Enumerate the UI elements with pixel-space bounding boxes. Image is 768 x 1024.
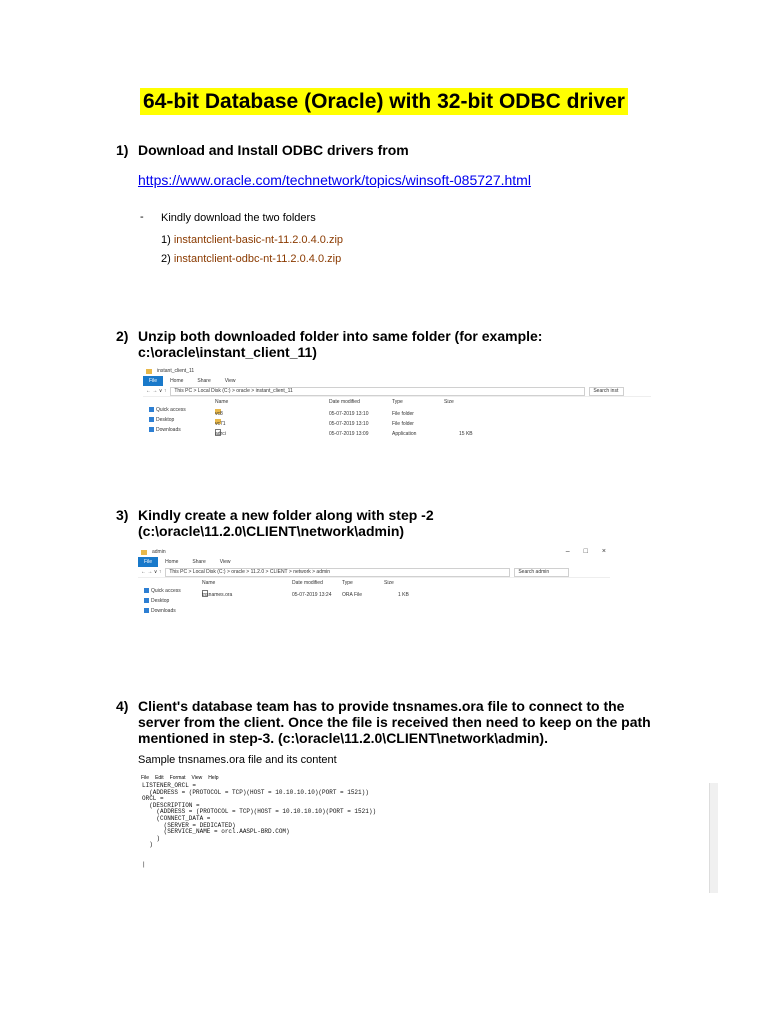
menu-format[interactable]: Format	[169, 774, 186, 781]
step4-heading	[138, 698, 651, 746]
download-icon	[144, 608, 149, 613]
close-icon[interactable]: ×	[601, 548, 606, 555]
explorer-address-row	[143, 386, 651, 397]
step2-heading	[138, 328, 542, 360]
step4-line2: server from the client. Once the file is received then need to keep on the path	[138, 714, 651, 730]
column-headers	[202, 578, 610, 588]
window-controls	[566, 548, 606, 555]
explorer-titlebar	[143, 366, 651, 376]
explorer-window-admin	[138, 547, 610, 619]
nav-pane	[138, 578, 202, 618]
notepad-text-area[interactable]: LISTENER_ORCL = (ADDRESS = (PROTOCOL = TCP)(HOST = 10.10.10.10)(PORT = 1521)) ORCL = (DESCRIPTION = (ADDRESS = (PROTOCOL = TCP)(HOST = 10.10.10.10)(PORT = 1521)) (CONNECT_DATA = (SERVER = DEDICATED) (SERVICE_NAME = orcl.AASPL-BRD.COM) ) ) |	[142, 782, 377, 869]
step1-heading: Download and Install ODBC drivers from	[138, 142, 409, 158]
explorer-ribbon	[138, 557, 610, 567]
table-row[interactable]: vc71 05-07-2019 13:10 File folder	[215, 421, 414, 427]
step2-line1: Unzip both downloaded folder into same folder (for example:	[138, 328, 543, 344]
zip-item-2-num: 2)	[161, 253, 171, 265]
address-bar[interactable]: This PC > Local Disk (C:) > oracle > 11.2.0 > CLIENT > network > admin	[165, 568, 510, 577]
col-date[interactable]: Date modified	[292, 580, 323, 586]
page-title-text: 64-bit Database (Oracle) with 32-bit ODBC driver	[140, 88, 628, 115]
star-icon	[149, 407, 154, 412]
file-list	[202, 578, 610, 618]
table-row[interactable]: tnsnames.ora 05-07-2019 13:24 ORA File 1 KB	[202, 592, 409, 598]
explorer-window-title: instant_client_11	[157, 368, 195, 374]
column-headers	[207, 397, 651, 407]
page-title	[0, 90, 768, 114]
ribbon-tab-home[interactable]: Home	[170, 378, 184, 384]
nav-arrows-icon[interactable]: ← → ∨ ↑	[146, 388, 167, 394]
nav-item-quick-access[interactable]: Quick access	[143, 405, 207, 415]
col-size[interactable]: Size	[444, 399, 454, 405]
col-type[interactable]: Type	[342, 580, 353, 586]
step2-line2: c:\oracle\instant_client_11)	[138, 344, 317, 360]
zip-item-1	[161, 234, 343, 246]
ribbon-tab-share[interactable]: Share	[192, 559, 206, 565]
menu-help[interactable]: Help	[208, 774, 219, 781]
odbc-download-link[interactable]: https://www.oracle.com/technetwork/topics/winsoft-085727.html	[138, 172, 531, 188]
star-icon	[144, 588, 149, 593]
step1-number: 1)	[116, 142, 129, 158]
ribbon-tab-view[interactable]: View	[219, 559, 231, 565]
step3-number: 3)	[116, 507, 129, 523]
desktop-icon	[149, 417, 154, 422]
nav-item-desktop[interactable]: Desktop	[138, 596, 202, 606]
minimize-icon[interactable]: –	[565, 548, 570, 555]
menu-view[interactable]: View	[191, 774, 203, 781]
ribbon-tab-home[interactable]: Home	[165, 559, 179, 565]
file-list	[207, 397, 651, 454]
folder-icon	[141, 550, 147, 555]
address-bar[interactable]: This PC > Local Disk (C:) > oracle > instant_client_11	[170, 387, 585, 396]
nav-item-downloads[interactable]: Downloads	[143, 425, 207, 435]
ribbon-tab-file[interactable]: File	[143, 376, 163, 386]
download-icon	[149, 427, 154, 432]
explorer-window-title: admin	[152, 549, 166, 555]
explorer-titlebar	[138, 547, 610, 557]
search-input[interactable]: Search admin	[514, 568, 569, 577]
step3-heading	[138, 507, 434, 539]
zip-item-1-name[interactable]: instantclient-basic-nt-11.2.0.4.0.zip	[173, 234, 344, 246]
col-type[interactable]: Type	[392, 399, 403, 405]
step4-line1: Client's database team has to provide tnsnames.ora file to connect to the	[138, 698, 625, 714]
maximize-icon[interactable]: □	[583, 548, 588, 555]
step4-line3: mentioned in step-3. (c:\oracle\11.2.0\CLIENT\network\admin).	[138, 730, 548, 746]
zip-item-2	[161, 253, 341, 265]
table-row[interactable]: adrci 05-07-2019 13:09 Application 15 KB	[215, 431, 473, 437]
nav-pane	[143, 397, 207, 454]
step4-number: 4)	[116, 698, 129, 714]
step3-line2: (c:\oracle\11.2.0\CLIENT\network\admin)	[138, 523, 405, 539]
explorer-window-instant-client	[143, 366, 651, 454]
sample-caption: Sample tnsnames.ora file and its content	[138, 754, 337, 766]
ribbon-tab-share[interactable]: Share	[197, 378, 211, 384]
col-size[interactable]: Size	[384, 580, 394, 586]
zip-item-1-num: 1)	[161, 234, 171, 246]
col-date[interactable]: Date modified	[329, 399, 360, 405]
bullet-text: Kindly download the two folders	[161, 212, 316, 224]
ribbon-tab-view[interactable]: View	[224, 378, 236, 384]
folder-icon	[146, 369, 152, 374]
desktop-icon	[144, 598, 149, 603]
notepad-window	[138, 773, 718, 893]
zip-item-2-name[interactable]: instantclient-odbc-nt-11.2.0.4.0.zip	[173, 253, 342, 265]
menu-file[interactable]: File	[141, 774, 150, 781]
bullet-dash: -	[140, 211, 144, 223]
search-input[interactable]: Search inst	[589, 387, 624, 396]
notepad-menu	[138, 773, 718, 782]
col-name[interactable]: Name	[202, 580, 216, 586]
nav-item-desktop[interactable]: Desktop	[143, 415, 207, 425]
explorer-ribbon	[143, 376, 651, 386]
menu-edit[interactable]: Edit	[155, 774, 164, 781]
step3-line1: Kindly create a new folder along with step -2	[138, 507, 434, 523]
nav-arrows-icon[interactable]: ← → ∨ ↑	[141, 569, 162, 575]
scrollbar[interactable]	[709, 783, 718, 893]
table-row[interactable]: vc8 05-07-2019 13:10 File folder	[215, 411, 414, 417]
step2-number: 2)	[116, 328, 129, 344]
ribbon-tab-file[interactable]: File	[138, 557, 158, 567]
col-name[interactable]: Name	[215, 399, 229, 405]
explorer-address-row	[138, 567, 610, 578]
nav-item-quick-access[interactable]: Quick access	[138, 586, 202, 596]
nav-item-downloads[interactable]: Downloads	[138, 606, 202, 616]
